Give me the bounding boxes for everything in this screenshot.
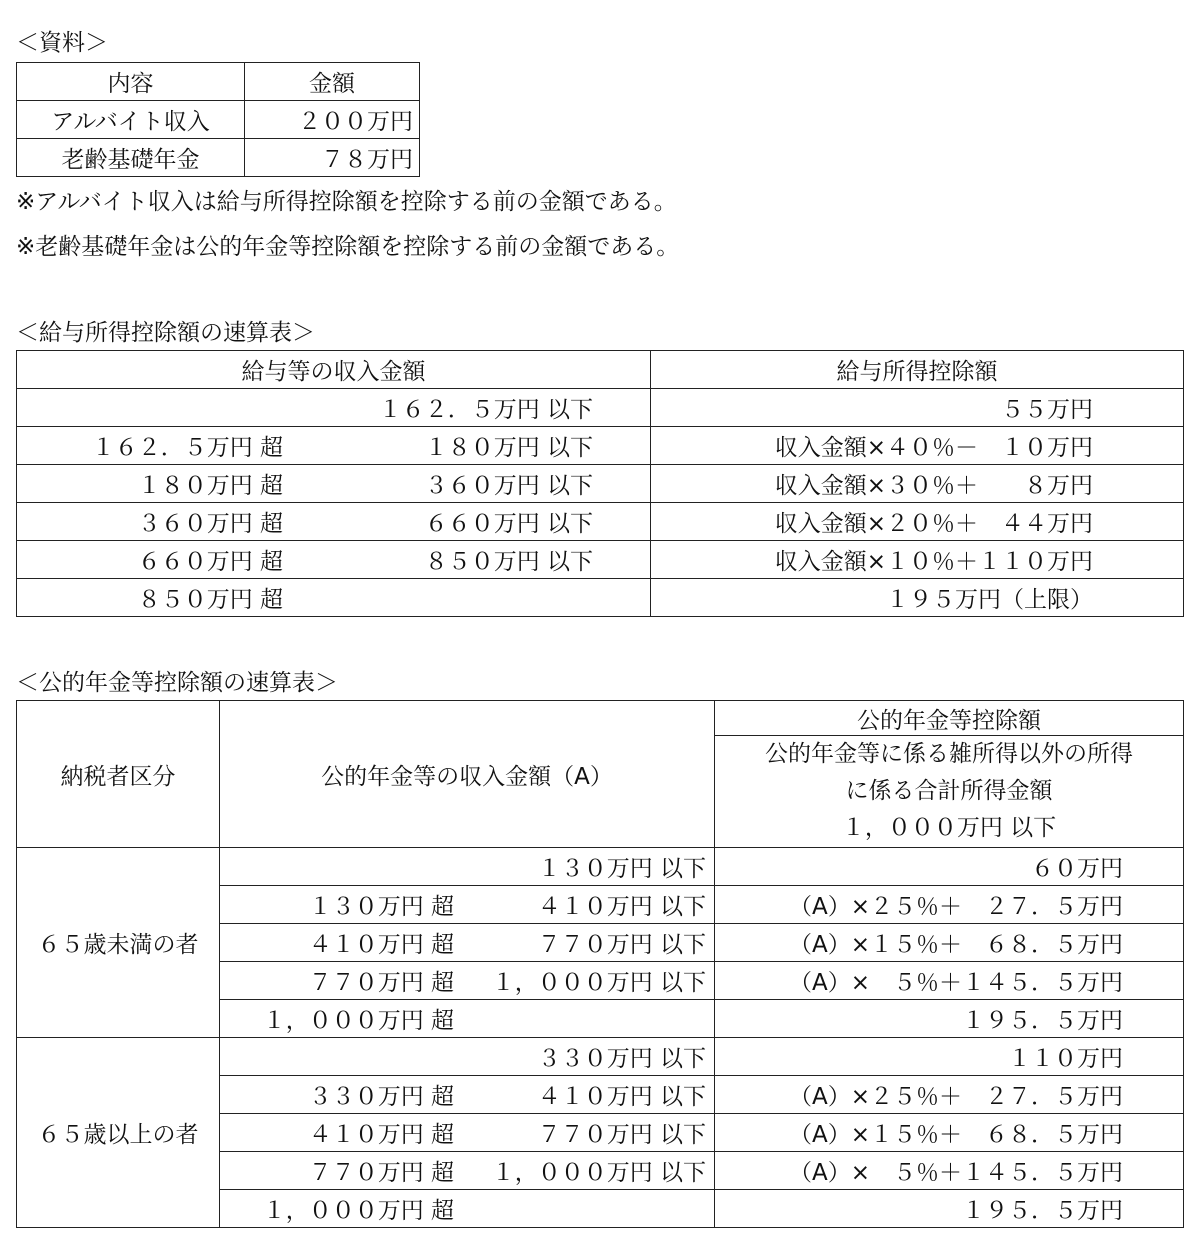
salary-income-range [17, 579, 651, 617]
salary-table-heading: ＜給与所得控除額の速算表＞ [16, 320, 315, 346]
range-to: ４１０万円 以下 [537, 894, 706, 920]
range-to: ３３０万円 以下 [537, 1046, 706, 1072]
pension-deduction: １９５．５万円 [715, 1000, 1184, 1038]
table-row [17, 427, 1184, 465]
condition-line: 公的年金等に係る雑所得以外の所得 [765, 741, 1133, 767]
pension-income-range [220, 962, 715, 1000]
material-item: アルバイト収入 [17, 101, 245, 139]
salary-income-range [17, 465, 651, 503]
pension-deduction: （A）×２５％＋ ２７．５万円 [715, 886, 1184, 924]
pension-deduction: １１０万円 [715, 1038, 1184, 1076]
material-table [16, 62, 420, 177]
pension-deduction: （A）× ５％＋１４５．５万円 [715, 1152, 1184, 1190]
salary-income-range [17, 389, 651, 427]
pension-income-range [220, 1190, 715, 1228]
pension-income-range [220, 886, 715, 924]
range-from: ６６０万円 超 [137, 549, 283, 575]
material-note: ※老齢基礎年金は公的年金等控除額を控除する前の金額である。 [16, 234, 680, 260]
salary-deduction: １９５万円（上限） [651, 579, 1184, 617]
table-row [17, 139, 420, 177]
salary-income-range [17, 427, 651, 465]
pension-header-income: 公的年金等の収入金額（A） [220, 701, 715, 848]
salary-header-income: 給与等の収入金額 [17, 351, 651, 389]
table-row [17, 579, 1184, 617]
table-row [17, 63, 420, 101]
pension-income-range [220, 1152, 715, 1190]
header-item: 内容 [17, 63, 245, 101]
material-amount: ２００万円 [245, 101, 420, 139]
table-row [17, 389, 1184, 427]
range-from: １８０万円 超 [137, 473, 283, 499]
pension-income-range [220, 848, 715, 886]
range-to: ３６０万円 以下 [424, 473, 593, 499]
pension-table [16, 700, 1184, 1228]
range-from: ３６０万円 超 [137, 511, 283, 537]
pension-income-range [220, 1114, 715, 1152]
pension-income-range [220, 1000, 715, 1038]
table-row [17, 465, 1184, 503]
salary-deduction: 収入金額×１０％＋１１０万円 [651, 541, 1184, 579]
range-from: １６２．５万円 超 [91, 435, 283, 461]
pension-income-range [220, 924, 715, 962]
table-row [17, 351, 1184, 389]
pension-category: ６５歳未満の者 [17, 848, 220, 1038]
range-to: １８０万円 以下 [424, 435, 593, 461]
range-from: ４１０万円 超 [308, 932, 454, 958]
range-to: １，０００万円 以下 [491, 970, 706, 996]
salary-deduction: 収入金額×４０％－ １０万円 [651, 427, 1184, 465]
pension-deduction: （A）×２５％＋ ２７．５万円 [715, 1076, 1184, 1114]
range-from: ３３０万円 超 [308, 1084, 454, 1110]
table-row [17, 1038, 1184, 1076]
range-from: １，０００万円 超 [262, 1008, 454, 1034]
salary-deduction: ５５万円 [651, 389, 1184, 427]
range-to: ７７０万円 以下 [537, 1122, 706, 1148]
range-to: ６６０万円 以下 [424, 511, 593, 537]
pension-income-range [220, 1038, 715, 1076]
table-row [17, 701, 1184, 736]
pension-income-range [220, 1076, 715, 1114]
material-item: 老齢基礎年金 [17, 139, 245, 177]
salary-deduction: 収入金額×２０％＋ ４４万円 [651, 503, 1184, 541]
salary-income-range [17, 541, 651, 579]
condition-line: に係る合計所得金額 [845, 778, 1053, 804]
pension-deduction: （A）×１５％＋ ６８．５万円 [715, 1114, 1184, 1152]
range-to: ７７０万円 以下 [537, 932, 706, 958]
pension-header-category: 納税者区分 [17, 701, 220, 848]
table-row [17, 848, 1184, 886]
salary-table [16, 350, 1184, 617]
material-heading: ＜資料＞ [16, 30, 108, 56]
table-row [17, 503, 1184, 541]
condition-line: １，０００万円 以下 [841, 815, 1057, 841]
pension-deduction: （A）× ５％＋１４５．５万円 [715, 962, 1184, 1000]
pension-header-deduction: 公的年金等控除額 [715, 701, 1184, 736]
range-from: １，０００万円 超 [262, 1198, 454, 1224]
material-note: ※アルバイト収入は給与所得控除額を控除する前の金額である。 [16, 189, 677, 215]
range-from: ７７０万円 超 [308, 970, 454, 996]
header-amount: 金額 [245, 63, 420, 101]
range-from: １３０万円 超 [308, 894, 454, 920]
range-to: ４１０万円 以下 [537, 1084, 706, 1110]
table-row [17, 541, 1184, 579]
pension-deduction: ６０万円 [715, 848, 1184, 886]
range-from: ８５０万円 超 [137, 587, 283, 613]
material-amount: ７８万円 [245, 139, 420, 177]
range-to: １６２．５万円 以下 [378, 397, 593, 423]
salary-header-deduction: 給与所得控除額 [651, 351, 1184, 389]
pension-deduction: （A）×１５％＋ ６８．５万円 [715, 924, 1184, 962]
salary-income-range [17, 503, 651, 541]
pension-header-condition [715, 736, 1184, 848]
range-from: ４１０万円 超 [308, 1122, 454, 1148]
range-to: １，０００万円 以下 [491, 1160, 706, 1186]
range-to: ８５０万円 以下 [424, 549, 593, 575]
pension-category: ６５歳以上の者 [17, 1038, 220, 1228]
pension-table-heading: ＜公的年金等控除額の速算表＞ [16, 670, 338, 696]
range-to: １３０万円 以下 [537, 856, 706, 882]
range-from: ７７０万円 超 [308, 1160, 454, 1186]
table-row [17, 101, 420, 139]
salary-deduction: 収入金額×３０％＋ ８万円 [651, 465, 1184, 503]
pension-deduction: １９５．５万円 [715, 1190, 1184, 1228]
